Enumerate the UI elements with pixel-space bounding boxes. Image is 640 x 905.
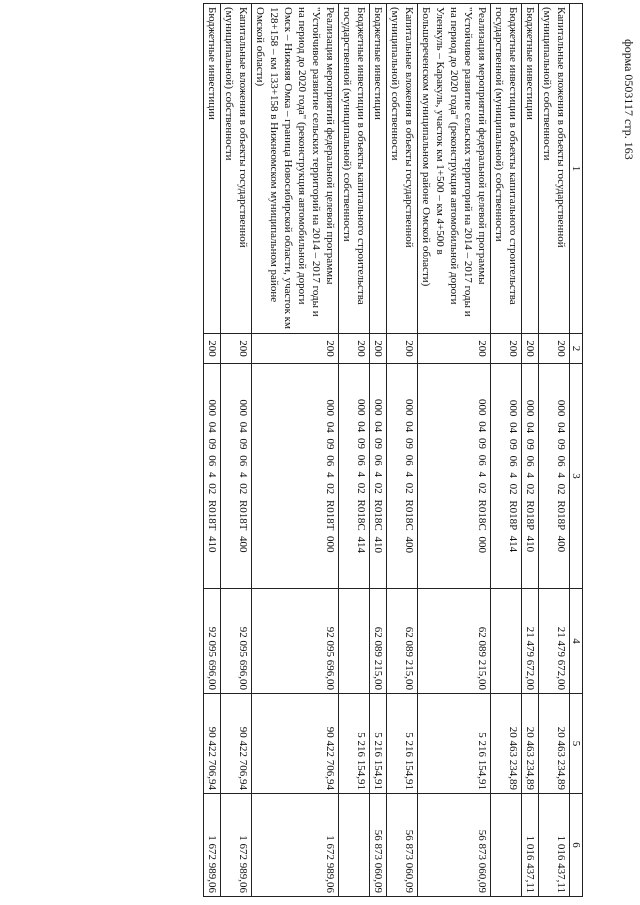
table-row (339, 4, 370, 897)
approved-appropriations: 62 089 215,00 (418, 589, 491, 694)
indicator-name: Бюджетные инвестиции (522, 4, 539, 334)
indicator-name: Капитальные вложения в объекты государственной (муниципальной) собственности (539, 4, 570, 334)
rotated-page (78, 3, 583, 896)
unexecuted-appropriations (339, 794, 370, 897)
column-header: 1 (570, 4, 583, 334)
indicator-name: Бюджетные инвестиции в объекты капитального строительства государственной (муниципальной) собственности (339, 4, 370, 334)
budget-classification-code: 000 04 09 06 4 02 R018C 414 (339, 364, 370, 589)
form-page-label: форма 0503117 стр. 163 (622, 39, 636, 160)
table-row (204, 4, 221, 897)
indicator-name: Реализация мероприятий федеральной целевой программы "Устойчивое развитие сельских территорий на 2014 – 2017 годы и на период до 2020 года" (реконструкция автомобильной дороги Омск – Нижняя Омка – граница Новосибирской области, участок км 128+158 – км 133+158 в Нижнеомском муниципальном районе Омской области) (252, 4, 339, 334)
approved-appropriations: 92 095 696,00 (204, 589, 221, 694)
table-row (252, 4, 339, 897)
table-row (539, 4, 570, 897)
table-row (522, 4, 539, 897)
approved-appropriations: 21 479 672,00 (522, 589, 539, 694)
executed-amount: 5 216 154,91 (370, 694, 387, 794)
column-number-row (570, 4, 583, 897)
executed-amount: 20 463 234,89 (491, 694, 522, 794)
approved-appropriations (491, 589, 522, 694)
line-code: 200 (204, 334, 221, 364)
unexecuted-appropriations: 56 873 060,09 (418, 794, 491, 897)
unexecuted-appropriations (491, 794, 522, 897)
line-code: 200 (418, 334, 491, 364)
indicator-name: Бюджетные инвестиции (204, 4, 221, 334)
unexecuted-appropriations: 1 672 989,06 (221, 794, 252, 897)
approved-appropriations: 62 089 215,00 (370, 589, 387, 694)
executed-amount: 90 422 706,94 (252, 694, 339, 794)
table-row (370, 4, 387, 897)
column-header: 2 (570, 334, 583, 364)
line-code: 200 (387, 334, 418, 364)
executed-amount: 5 216 154,91 (418, 694, 491, 794)
executed-amount: 5 216 154,91 (339, 694, 370, 794)
budget-classification-code: 000 04 09 06 4 02 R018T 000 (252, 364, 339, 589)
budget-classification-code: 000 04 09 06 4 02 R018T 410 (204, 364, 221, 589)
column-header: 5 (570, 694, 583, 794)
line-code: 200 (339, 334, 370, 364)
unexecuted-appropriations: 1 672 989,06 (204, 794, 221, 897)
executed-amount: 20 463 234,89 (539, 694, 570, 794)
table-row (491, 4, 522, 897)
table-row (387, 4, 418, 897)
budget-classification-code: 000 04 09 06 4 02 R018P 414 (491, 364, 522, 589)
indicator-name: Капитальные вложения в объекты государственной (муниципальной) собственности (387, 4, 418, 334)
executed-amount: 90 422 706,94 (204, 694, 221, 794)
budget-classification-code: 000 04 09 06 4 02 R018T 400 (221, 364, 252, 589)
executed-amount: 90 422 706,94 (221, 694, 252, 794)
approved-appropriations: 92 095 696,00 (221, 589, 252, 694)
executed-amount: 20 463 234,89 (522, 694, 539, 794)
budget-classification-code: 000 04 09 06 4 02 R018C 000 (418, 364, 491, 589)
unexecuted-appropriations: 56 873 060,09 (387, 794, 418, 897)
column-header: 4 (570, 589, 583, 694)
table-row (418, 4, 491, 897)
unexecuted-appropriations: 1 016 437,11 (539, 794, 570, 897)
approved-appropriations: 62 089 215,00 (387, 589, 418, 694)
approved-appropriations: 92 095 696,00 (252, 589, 339, 694)
line-code: 200 (252, 334, 339, 364)
table-row (221, 4, 252, 897)
executed-amount: 5 216 154,91 (387, 694, 418, 794)
indicator-name: Бюджетные инвестиции в объекты капитального строительства государственной (муниципальной) собственности (491, 4, 522, 334)
line-code: 200 (370, 334, 387, 364)
approved-appropriations (339, 589, 370, 694)
column-header: 3 (570, 364, 583, 589)
indicator-name: Капитальные вложения в объекты государственной (муниципальной) собственности (221, 4, 252, 334)
indicator-name: Бюджетные инвестиции (370, 4, 387, 334)
budget-classification-code: 000 04 09 06 4 02 R018C 400 (387, 364, 418, 589)
line-code: 200 (539, 334, 570, 364)
approved-appropriations: 21 479 672,00 (539, 589, 570, 694)
line-code: 200 (221, 334, 252, 364)
unexecuted-appropriations: 56 873 060,09 (370, 794, 387, 897)
budget-classification-code: 000 04 09 06 4 02 R018P 400 (539, 364, 570, 589)
budget-table (203, 3, 583, 897)
line-code: 200 (522, 334, 539, 364)
unexecuted-appropriations: 1 672 989,06 (252, 794, 339, 897)
indicator-name: Реализация мероприятий федеральной целевой программы "Устойчивое развитие сельских территорий на 2014 – 2017 годы и на период до 2020 года" (реконструкция автомобильной дороги Уленкуль – Каракуль, участок км 1+500 – км 4+500 в Большереченском муниципальном районе Омской области) (418, 4, 491, 334)
column-header: 6 (570, 794, 583, 897)
budget-classification-code: 000 04 09 06 4 02 R018P 410 (522, 364, 539, 589)
budget-classification-code: 000 04 09 06 4 02 R018C 410 (370, 364, 387, 589)
unexecuted-appropriations: 1 016 437,11 (522, 794, 539, 897)
line-code: 200 (491, 334, 522, 364)
